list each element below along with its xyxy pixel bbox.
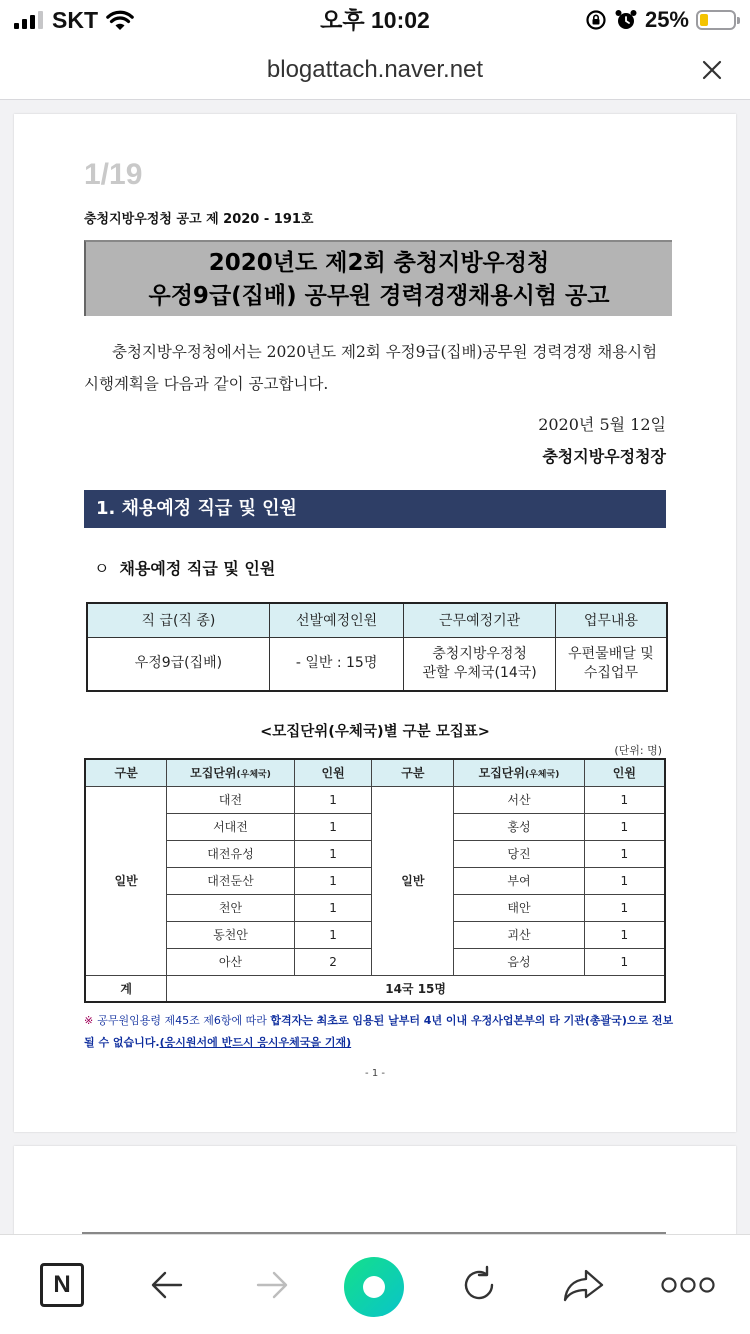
naver-home-icon: N [40,1263,84,1307]
footnote-bold: 합격자는 최초로 임용된 날부터 4년 이내 우정사업본부의 타 기관(총괄국)으로 전보 될 수 없습니다. [84,1014,674,1049]
office-cell: 아산 [167,948,295,975]
office-cell: 대전 [167,786,295,813]
count-cell: 1 [294,840,372,867]
office-cell: 대전유성 [167,840,295,867]
table-header: 구분 [372,759,454,786]
office-cell: 동천안 [167,921,295,948]
unit-note: (단위: 명) [614,744,662,757]
table-header: 인원 [584,759,665,786]
reload-button[interactable] [451,1257,507,1313]
back-arrow-icon [147,1265,187,1305]
table-header: 인원 [294,759,372,786]
header-subtext: (우체국) [236,770,271,781]
carrier-name: SKT [52,6,98,33]
header-subtext: (우체국) [525,770,560,781]
share-icon [560,1265,608,1305]
title-line-2: 우정9급(집배) 공무원 경력경쟁채용시험 공고 [148,283,610,309]
browser-url-bar [0,40,750,100]
count-cell: 1 [294,786,372,813]
count-cell: 1 [294,921,372,948]
office-cell: 음성 [454,948,585,975]
office-cell: 천안 [167,894,295,921]
header-text: 모집단위 [478,766,525,781]
footnote-underlined: (응시원서에 반드시 응시우체국을 기재) [159,1036,352,1049]
cell-line: 충청지방우정청 [432,645,527,662]
signer: 충청지방우정청장 [542,447,666,466]
url-text[interactable]: blogattach.naver.net [266,56,484,83]
title-line-1: 2020년도 제2회 충청지방우정청 [208,250,550,276]
page-counter: 1/19 [84,158,143,191]
green-dot-icon [344,1257,404,1317]
forward-arrow-icon [252,1265,292,1305]
cell-line: 관할 우체국(14국) [422,664,537,681]
count-cell: 1 [584,894,665,921]
bullet-glyph: ㅇ [94,559,110,578]
document-page-1 [14,114,736,1132]
count-cell: 1 [584,867,665,894]
share-button[interactable] [556,1257,612,1313]
cellular-signal-icon [14,11,43,29]
green-dot-button[interactable] [342,1255,406,1319]
cell-line: 수집업무 [583,664,638,681]
count-cell: 1 [294,894,372,921]
document-viewer[interactable] [0,100,750,1234]
footnote [84,1010,674,1054]
office-cell: 부여 [454,867,585,894]
notice-number: 충청지방우정청 공고 제 2020 - 191호 [84,212,314,227]
table-header: 근무예정기관 [404,603,555,637]
battery-percentage: 25% [644,7,689,32]
section-heading: 1. 채용예정 직급 및 인원 [84,490,666,528]
table-cell: 우정9급(집배) [87,637,269,691]
header-text: 모집단위 [190,766,237,781]
clock: 오후 10:02 [320,7,430,33]
document-page-2 [14,1146,736,1234]
intro-paragraph: 충청지방우정청에서는 2020년도 제2회 우정9급(집배)공무원 경력경쟁 채용시험 시행계획을 다음과 같이 공고합니다. [84,343,658,393]
more-button[interactable] [658,1257,718,1313]
rotation-lock-icon [585,9,607,31]
footnote-mark: ※ [84,1014,94,1027]
cell-line: 우편물배달 및 [568,645,654,662]
table-caption: <모집단위(우체국)별 구분 모집표> [260,724,490,740]
count-cell: 1 [584,840,665,867]
group-cell: 일반 [85,786,167,975]
status-bar [0,0,750,40]
office-cell: 대전둔산 [167,867,295,894]
total-row [85,975,665,1002]
subheading [94,556,275,579]
table-header: 업무내용 [555,603,667,637]
table-header: 구분 [85,759,167,786]
wifi-icon [106,9,134,31]
naver-home-button[interactable] [34,1257,90,1313]
office-cell: 서산 [454,786,585,813]
forward-button[interactable] [244,1257,300,1313]
table-cell [555,637,667,691]
table-cell: - 일반 : 15명 [269,637,404,691]
table-row [85,786,665,813]
position-table [86,602,668,692]
table-header [454,759,585,786]
count-cell: 1 [584,813,665,840]
table-header: 직 급(직 종) [87,603,269,637]
more-icon [660,1275,716,1295]
office-cell: 홍성 [454,813,585,840]
notice-date: 2020년 5월 12일 [538,415,666,434]
back-button[interactable] [139,1257,195,1313]
office-cell: 태안 [454,894,585,921]
recruitment-table [84,758,666,1003]
footnote-plain: 공무원임용령 제45조 제6항에 따라 [97,1014,267,1027]
document-title [84,240,672,316]
count-cell: 1 [294,813,372,840]
count-cell: 1 [294,867,372,894]
count-cell: 1 [584,948,665,975]
table-header: 선발예정인원 [269,603,404,637]
table-cell [404,637,555,691]
alarm-icon [614,8,638,32]
reload-icon [457,1263,501,1307]
office-cell: 괴산 [454,921,585,948]
count-cell: 1 [584,786,665,813]
total-label: 계 [85,975,167,1002]
group-cell: 일반 [372,786,454,975]
count-cell: 2 [294,948,372,975]
total-value: 14국 15명 [167,975,665,1002]
count-cell: 1 [584,921,665,948]
bottom-toolbar [0,1234,750,1334]
office-cell: 당진 [454,840,585,867]
page-number: - 1 - [365,1068,385,1079]
table-header [167,759,295,786]
subheading-text: 채용예정 직급 및 인원 [119,559,276,578]
office-cell: 서대전 [167,813,295,840]
close-icon[interactable] [698,56,726,84]
battery-icon [696,10,736,30]
